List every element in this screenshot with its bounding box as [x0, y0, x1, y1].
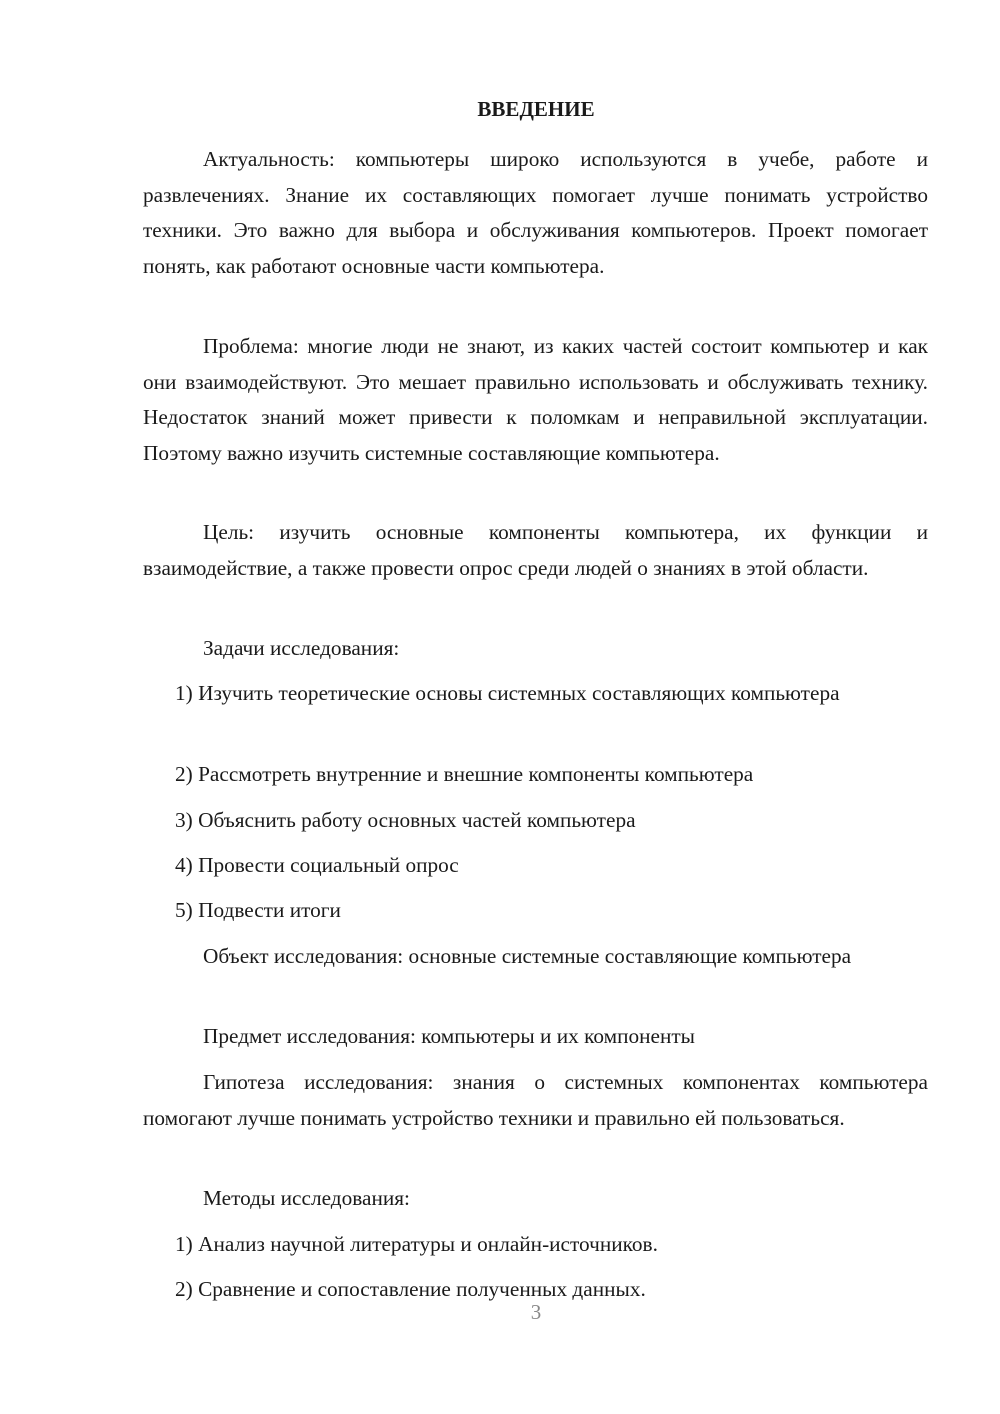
methods-label: Методы исследования: — [203, 1186, 410, 1210]
hypothesis-paragraph: Гипотеза исследования: знания о системных компонентах компьютера помогают лучше понимать устройство техники и правильно ей пользоваться. — [143, 1070, 928, 1130]
object-paragraph: Объект исследования: основные системные составляющие компьютера — [203, 944, 852, 968]
tasks-label: Задачи исследования: — [203, 636, 400, 660]
problem-paragraph: Проблема: многие люди не знают, из каких частей состоит компьютер и как они взаимодействуют. Это мешает правильно использовать и обслуживать технику. Недостаток знаний может привести к поломкам и неправильной эксплуатации. Поэтому важно изучить системные составляющие компьютера. — [143, 334, 928, 465]
relevance-paragraph: Актуальность: компьютеры широко используются в учебе, работе и развлечениях. Знание их составляющих помогает лучше понимать устройство техники. Это важно для выбора и обслуживания компьютеров. Проект помогает понять, как работают основные части компьютера. — [143, 147, 928, 278]
method-item-1: 1) Анализ научной литературы и онлайн-источников. — [175, 1232, 658, 1256]
task-item-1: 1) Изучить теоретические основы системных составляющих компьютера — [175, 681, 840, 705]
subject-paragraph: Предмет исследования: компьютеры и их компоненты — [203, 1024, 695, 1048]
task-item-3: 3) Объяснить работу основных частей компьютера — [175, 808, 636, 832]
task-item-5: 5) Подвести итоги — [175, 898, 341, 922]
method-item-2: 2) Сравнение и сопоставление полученных данных. — [175, 1277, 646, 1301]
task-item-4: 4) Провести социальный опрос — [175, 853, 459, 877]
page-number: 3 — [530, 1300, 542, 1324]
task-item-2: 2) Рассмотреть внутренние и внешние компоненты компьютера — [175, 762, 754, 786]
goal-paragraph: Цель: изучить основные компоненты компьютера, их функции и взаимодействие, а также провести опрос среди людей о знаниях в этой области. — [143, 520, 928, 580]
page-title: ВВЕДЕНИЕ — [477, 97, 595, 121]
